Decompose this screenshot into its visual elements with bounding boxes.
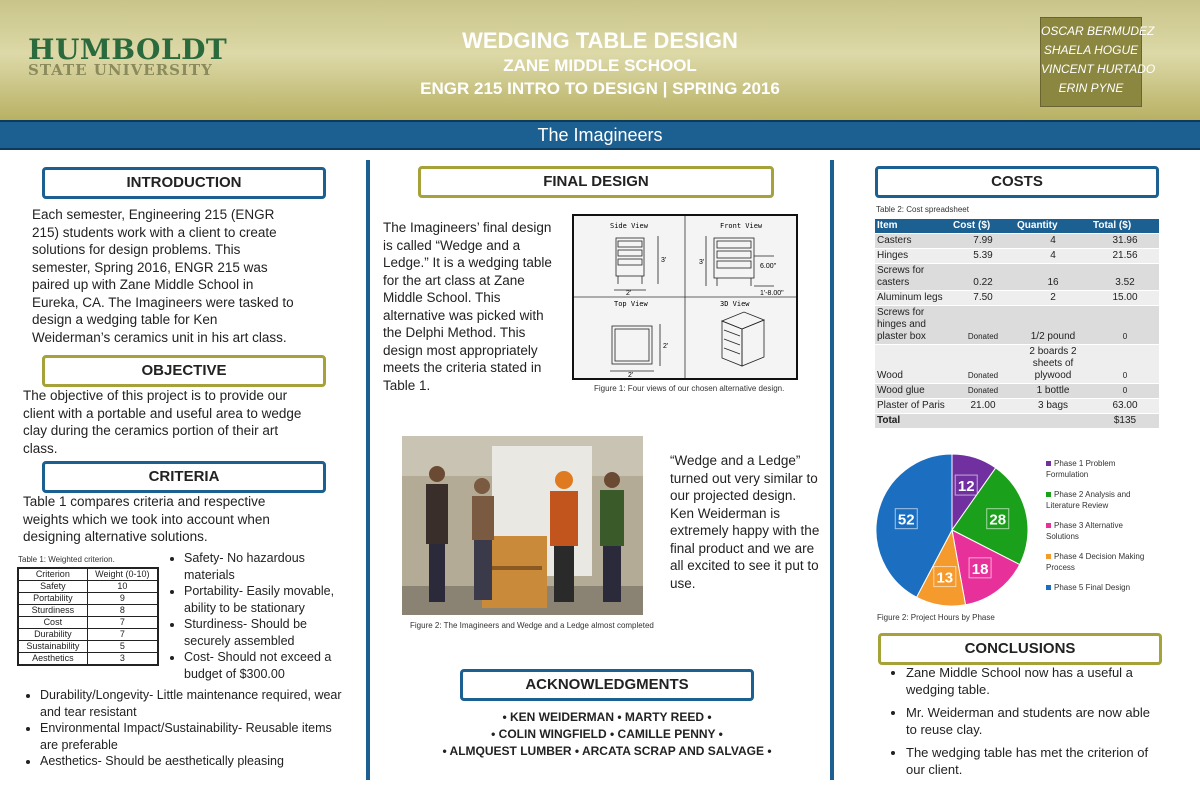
table-header: Quantity <box>1015 219 1091 234</box>
top-view-drawing <box>610 324 660 371</box>
dimension-label: 3' <box>661 257 667 264</box>
top-view-label: Top View <box>614 300 648 308</box>
dimension-label: 2' <box>626 290 632 297</box>
table-row <box>18 653 158 666</box>
table-row <box>18 605 158 617</box>
author-name: ERIN PYNE <box>1058 81 1124 95</box>
table-cell: 7.50 <box>951 291 1015 306</box>
table-cell: 0 <box>1091 306 1159 345</box>
pie-data-label: 12 <box>957 478 975 496</box>
pie-data-label: 52 <box>897 511 915 529</box>
table-cell: 8 <box>87 605 158 617</box>
pie-data-label: 28 <box>989 511 1007 529</box>
conclusions-heading: CONCLUSIONS <box>878 633 1162 665</box>
introduction-heading: INTRODUCTION <box>42 167 326 199</box>
dimension-label: 3' <box>699 259 705 266</box>
table-cell: Cost <box>18 617 87 629</box>
criteria-table-caption: Table 1: Weighted criterion. <box>18 555 115 564</box>
acknowledgment-line: • ALMQUEST LUMBER • ARCATA SCRAP AND SALVAGE • <box>442 744 772 758</box>
iso-view-drawing <box>722 312 764 366</box>
table-cell: 1/2 pound <box>1015 306 1091 345</box>
table-cell: $135 <box>1091 414 1159 429</box>
table-cell: Donated <box>951 384 1015 399</box>
pie-data-label: 13 <box>936 569 954 587</box>
table-cell: 3 bags <box>1015 399 1091 414</box>
table-row <box>18 617 158 629</box>
list-item: • Aesthetics- Should be aesthetically pleasing <box>40 753 342 770</box>
table-header: Cost ($) <box>951 219 1015 234</box>
team-photo-illustration <box>402 436 643 615</box>
column-divider <box>830 160 834 780</box>
table-header: Total ($) <box>1091 219 1159 234</box>
pie-chart-caption: Figure 2: Project Hours by Phase <box>877 613 995 622</box>
legend-swatch <box>1046 492 1051 497</box>
front-view-drawing <box>706 236 774 286</box>
table-cell: Aesthetics <box>18 653 87 666</box>
pie-data-label: 18 <box>971 560 989 578</box>
table-cell: 10 <box>87 581 158 593</box>
costs-table-caption: Table 2: Cost spreadsheet <box>876 205 969 214</box>
conclusions-list <box>888 664 1158 778</box>
legend-swatch <box>1046 523 1051 528</box>
table-cell: Hinges <box>875 249 951 264</box>
front-view-label: Front View <box>720 222 763 230</box>
table-cell: 63.00 <box>1091 399 1159 414</box>
table-cell: 16 <box>1015 264 1091 291</box>
criteria-bottom-list <box>22 687 342 770</box>
legend-entry <box>1046 458 1156 480</box>
table-cell <box>1015 414 1091 429</box>
person <box>426 466 448 602</box>
table-cell: Casters <box>875 234 951 249</box>
table-cell: 4 <box>1015 234 1091 249</box>
table-header: Criterion <box>18 568 87 581</box>
list-item: • Cost- Should not exceed a budget of $300.00 <box>184 649 346 682</box>
criteria-heading: CRITERIA <box>42 461 326 493</box>
table-cell: 5.39 <box>951 249 1015 264</box>
costs-table <box>875 219 1159 429</box>
table-cell: Portability <box>18 593 87 605</box>
table-row <box>875 306 1159 345</box>
list-item: • Zane Middle School now has a useful a wedging table. <box>906 664 1158 698</box>
table-cell: Plaster of Paris <box>875 399 951 414</box>
table-cell: 21.00 <box>951 399 1015 414</box>
list-item: • Safety- No hazardous materials <box>184 550 346 583</box>
author-name: SHAELA HOGUE <box>1043 43 1139 57</box>
table-row <box>18 581 158 593</box>
table-cell: 15.00 <box>1091 291 1159 306</box>
table-cell: 2 <box>1015 291 1091 306</box>
table-cell: 3.52 <box>1091 264 1159 291</box>
side-view-label: Side View <box>610 222 648 230</box>
table-cell: Donated <box>951 345 1015 384</box>
list-item: • Sturdiness- Should be securely assembled <box>184 616 346 649</box>
table-cell: 1 bottle <box>1015 384 1091 399</box>
table-row <box>875 399 1159 414</box>
university-logo-name: HUMBOLDT <box>28 33 228 66</box>
objective-heading: OBJECTIVE <box>42 355 326 387</box>
design-drawing-figure <box>572 214 798 380</box>
table-row <box>18 629 158 641</box>
legend-entry <box>1046 551 1156 573</box>
criteria-text: Table 1 compares criteria and respective weights which we took into account when designing alternative solutions. <box>23 494 270 544</box>
iso-view-label: 3D View <box>720 300 750 308</box>
table-row <box>875 219 1159 234</box>
acknowledgment-line: • KEN WEIDERMAN • MARTY REED • <box>502 710 712 724</box>
legend-entry <box>1046 520 1156 542</box>
table-cell: Screws for casters <box>875 264 951 291</box>
design-drawing <box>574 216 796 378</box>
legend-entry <box>1046 489 1156 511</box>
legend-label: Phase 5 Final Design <box>1054 583 1131 592</box>
costs-heading: COSTS <box>875 166 1159 198</box>
table-row <box>18 593 158 605</box>
objective-text: The objective of this project is to provide our client with a portable and useful area to wedge clay during the ceramics portion of their art class. <box>23 388 302 456</box>
table-header: Item <box>875 219 951 234</box>
header <box>0 0 1200 120</box>
table-cell: Wood glue <box>875 384 951 399</box>
table-cell: Total <box>875 414 951 429</box>
table-row <box>875 234 1159 249</box>
legend-swatch <box>1046 461 1051 466</box>
side-view-drawing <box>614 236 658 290</box>
table-cell: Screws for hinges and plaster box <box>875 306 951 345</box>
table-cell: Durability <box>18 629 87 641</box>
legend-swatch <box>1046 585 1051 590</box>
table-row <box>875 249 1159 264</box>
table-cell: Donated <box>951 306 1015 345</box>
table-cell: 9 <box>87 593 158 605</box>
project-hours-pie-chart <box>872 450 1032 610</box>
column-divider <box>366 160 370 780</box>
table-cell: Sustainability <box>18 641 87 653</box>
dimension-label: 2' <box>663 343 669 350</box>
dimension-label: 1'-8.00" <box>760 290 784 297</box>
final-design-text: The Imagineers’ final design is called “Wedge and a Ledge.” It is a wedging table for the art class at Zane Middle School. This alternative was picked with the Delphi Method. This design most appropriately meets the criteria stated in Table 1. <box>383 220 552 393</box>
dimension-label: 6.00" <box>760 263 777 270</box>
acknowledgment-line: • COLIN WINGFIELD • CAMILLE PENNY • <box>491 727 723 741</box>
table-cell: 0.22 <box>951 264 1015 291</box>
university-logo-subtitle: STATE UNIVERSITY <box>28 61 213 79</box>
table-cell: 5 <box>87 641 158 653</box>
dimension-label: 2' <box>628 372 634 378</box>
table-cell: 4 <box>1015 249 1091 264</box>
table-cell: 7 <box>87 629 158 641</box>
final-design-text2: “Wedge and a Ledge” turned out very similar to our projected design. Ken Weiderman is extremely happy with the final product and we are all excited to see it put to use. <box>670 453 820 591</box>
person <box>600 472 624 602</box>
list-item: • Mr. Weiderman and students are now able to reuse clay. <box>906 704 1158 738</box>
table-header: Weight (0-10) <box>87 568 158 581</box>
table-cell: 3 <box>87 653 158 666</box>
list-item: • The wedging table has met the criterion of our client. <box>906 744 1158 778</box>
author-name: VINCENT HURTADO <box>1041 62 1156 76</box>
poster-subtitle-course: ENGR 215 INTRO TO DESIGN | SPRING 2016 <box>420 79 780 98</box>
table-cell: 31.96 <box>1091 234 1159 249</box>
poster-subtitle-school: ZANE MIDDLE SCHOOL <box>503 56 697 75</box>
table-cell: 2 boards 2 sheets of plywood <box>1015 345 1091 384</box>
list-item: • Portability- Easily movable, ability to be stationary <box>184 583 346 616</box>
legend-swatch <box>1046 554 1051 559</box>
figure2-caption: Figure 2: The Imagineers and Wedge and a Ledge almost completed <box>410 621 654 630</box>
table-cell: 7.99 <box>951 234 1015 249</box>
table-cell: Safety <box>18 581 87 593</box>
list-item: • Environmental Impact/Sustainability- Reusable items are preferable <box>40 720 342 753</box>
team-photo <box>402 436 643 615</box>
table-cell: Wood <box>875 345 951 384</box>
team-banner: The Imagineers <box>0 120 1200 150</box>
table-row <box>875 345 1159 384</box>
table-row <box>18 568 158 581</box>
final-design-heading: FINAL DESIGN <box>418 166 774 198</box>
table-cell: Aluminum legs <box>875 291 951 306</box>
table-row <box>875 414 1159 429</box>
table-cell: Sturdiness <box>18 605 87 617</box>
legend-label: Phase 4 Decision Making Process <box>1046 552 1145 572</box>
legend-label: Phase 3 Alternative Solutions <box>1046 521 1123 541</box>
table-row <box>18 641 158 653</box>
criteria-side-list <box>166 550 346 682</box>
figure1-caption: Figure 1: Four views of our chosen alternative design. <box>594 384 785 393</box>
legend-label: Phase 1 Problem Formulation <box>1046 459 1116 479</box>
criteria-table <box>17 567 159 666</box>
authors-box <box>1040 17 1156 107</box>
introduction-text: Each semester, Engineering 215 (ENGR 215) students work with a client to create solutions for design problems. This semester, Spring 2016, ENGR 215 was paired up with Zane Middle School in Eureka, CA. The Imagineers were tasked to design a wedging table for Ken Weiderman’s ceramics unit in his art class. <box>32 207 294 345</box>
legend-entry <box>1046 582 1156 593</box>
author-name: OSCAR BERMUDEZ <box>1041 24 1155 38</box>
table-row <box>875 264 1159 291</box>
legend-label: Phase 2 Analysis and Literature Review <box>1046 490 1131 510</box>
table-cell: 7 <box>87 617 158 629</box>
table-cell: 0 <box>1091 345 1159 384</box>
list-item: • Durability/Longevity- Little maintenance required, wear and tear resistant <box>40 687 342 720</box>
table-cell: 21.56 <box>1091 249 1159 264</box>
acknowledgments-heading: ACKNOWLEDGMENTS <box>460 669 754 701</box>
table-row <box>875 291 1159 306</box>
person <box>472 478 494 600</box>
poster-title: WEDGING TABLE DESIGN <box>462 28 738 53</box>
table-row <box>875 384 1159 399</box>
table-cell: 0 <box>1091 384 1159 399</box>
table-cell <box>951 414 1015 429</box>
